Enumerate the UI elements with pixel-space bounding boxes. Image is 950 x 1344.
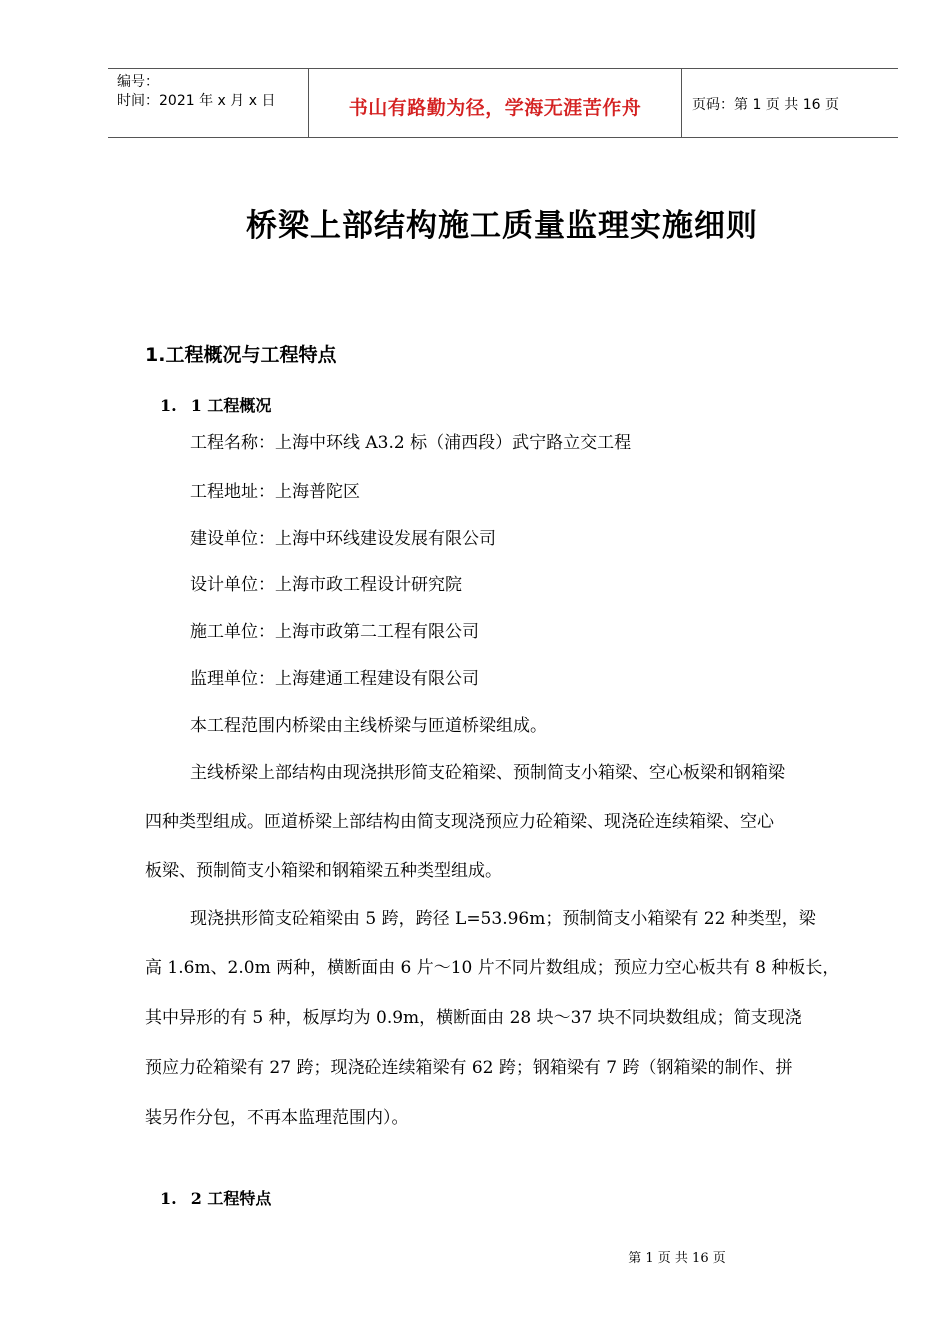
info-line: 工程地址：上海普陀区 [190,482,360,502]
header-page-cell [682,69,898,137]
paragraph-line: 其中异形的有 5 种，板厚均为 0.9m，横断面由 28 块～37 块不同块数组成；简支现浇 [145,1008,802,1028]
time-label: 时间：2021 年 x 月 x 日 [117,93,276,109]
motto-text: 书山有路勤为径，学海无涯苦作舟 [348,96,642,119]
paragraph-line: 高 1.6m、2.0m 两种，横断面由 6 片～10 片不同片数组成；预应力空心板共有 8 种板长， [145,958,840,978]
paragraph-line: 主线桥梁上部结构由现浇拱形简支砼箱梁、预制简支小箱梁、空心板梁和钢箱梁 [190,763,785,783]
number-label: 编号： [117,74,159,90]
paragraph-line: 预应力砼箱梁有 27 跨；现浇砼连续箱梁有 62 跨；钢箱梁有 7 跨（钢箱梁的制作、拼 [145,1058,793,1078]
page-info: 页码：第 1 页 共 16 页 [692,97,839,113]
info-line: 设计单位：上海市政工程设计研究院 [190,575,462,595]
section-heading: 1.工程概况与工程特点 [145,344,337,366]
info-line: 工程名称：上海中环线 A3.2 标（浦西段）武宁路立交工程 [190,433,632,453]
paragraph-line: 现浇拱形简支砼箱梁由 5 跨，跨径 L=53.96m；预制简支小箱梁有 22 种类型，梁 [190,909,816,929]
info-line: 建设单位：上海中环线建设发展有限公司 [190,529,496,549]
info-line: 监理单位：上海建通工程建设有限公司 [190,669,479,689]
subsection-label: 1 工程概况 [190,396,272,415]
header-table [108,68,898,138]
info-line: 本工程范围内桥梁由主线桥梁与匝道桥梁组成。 [190,716,547,736]
subsection-number: 1. [160,1189,177,1208]
header-motto-cell [309,69,682,137]
subsection-heading-1 [160,393,271,416]
header-left-cell [108,69,309,137]
subsection-number: 1. [160,396,177,415]
paragraph-line: 装另作分包，不再本监理范围内）。 [145,1108,409,1128]
paragraph-line: 板梁、预制简支小箱梁和钢箱梁五种类型组成。 [145,861,502,881]
paragraph-line: 四种类型组成。匝道桥梁上部结构由简支现浇预应力砼箱梁、现浇砼连续箱梁、空心 [145,812,774,832]
subsection-heading-2 [160,1186,271,1209]
subsection-label: 2 工程特点 [190,1189,272,1208]
info-line: 施工单位：上海市政第二工程有限公司 [190,622,479,642]
document-title: 桥梁上部结构施工质量监理实施细则 [246,208,758,244]
page-footer: 第 1 页 共 16 页 [628,1251,726,1266]
